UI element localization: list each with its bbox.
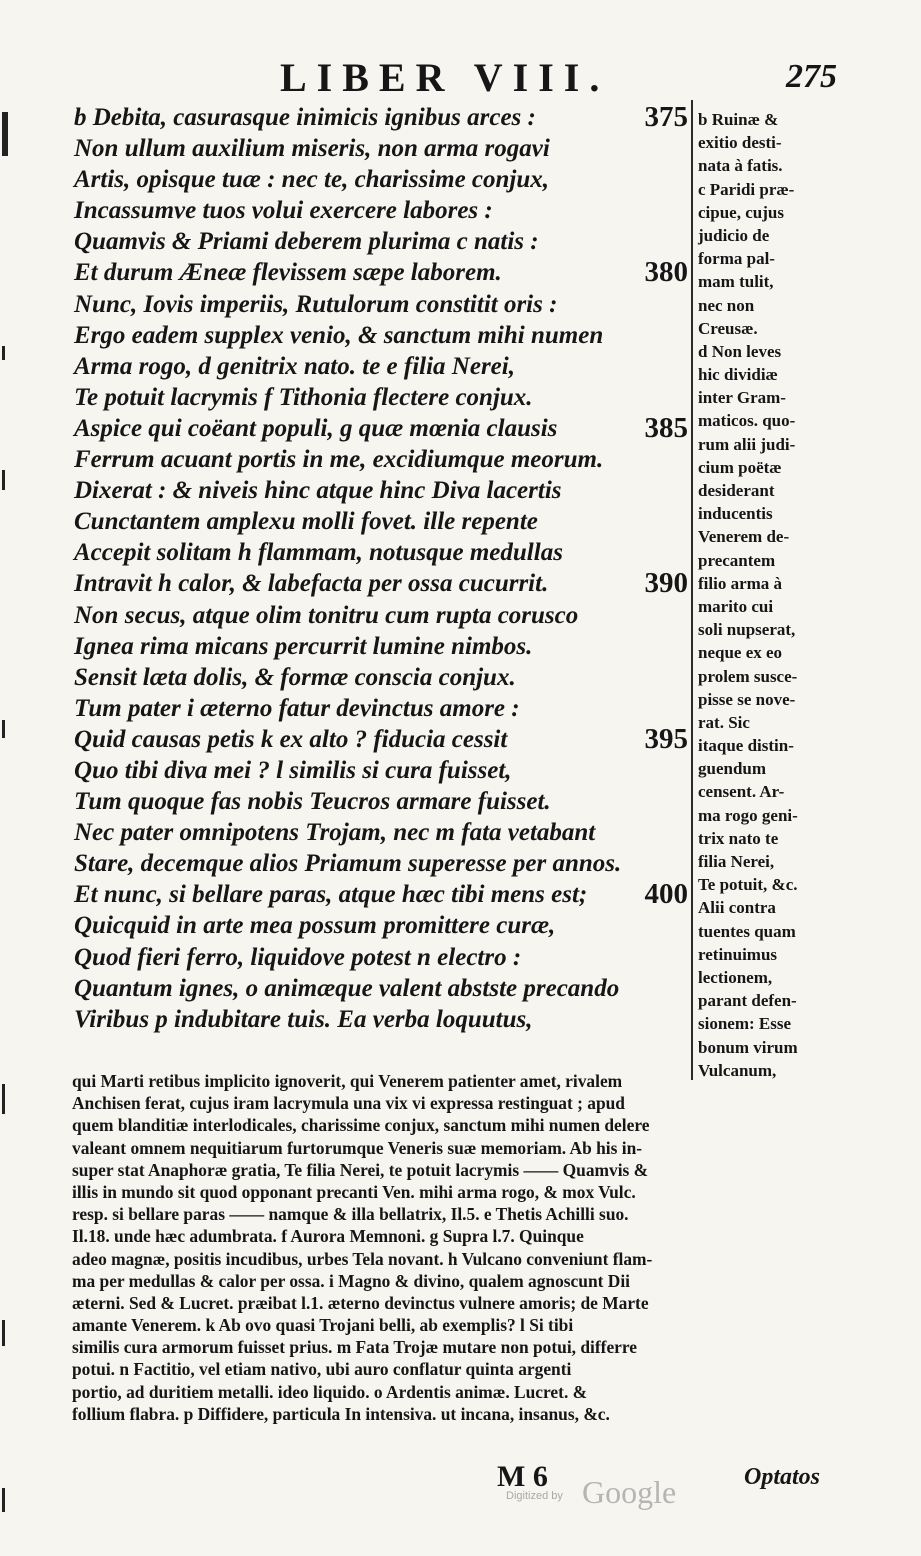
verse-line: [74, 195, 688, 226]
footnote-line: potui. n Factitio, vel etiam nativo, ubi auro conflatur quinta argenti: [72, 1359, 572, 1380]
verse-text: Viribus p indubitare tuis. Ea verba loquutus,: [74, 1005, 533, 1033]
line-number: 375: [644, 101, 688, 133]
gloss-line: guendum: [698, 759, 767, 779]
verse-column: [74, 102, 688, 1035]
gloss-line: maticos. quo-: [698, 411, 796, 431]
edge-mark: [2, 470, 5, 490]
verse-text: Ferrum acuant portis in me, excidiumque meorum.: [74, 446, 604, 474]
verse-line: [74, 879, 688, 910]
verse-text: Te potuit lacrymis f Tithonia flectere conjux.: [74, 383, 533, 411]
signature-mark: M 6: [497, 1460, 548, 1493]
gloss-line: inter Gram-: [698, 388, 786, 408]
gloss-line: b Ruinæ &: [698, 110, 779, 129]
gloss-line: hic dividiæ: [698, 365, 778, 385]
verse-line: [74, 631, 688, 662]
verse-text: Tum quoque fas nobis Teucros armare fuisset.: [74, 788, 551, 816]
verse-text: Accepit solitam h flammam, notusque medullas: [74, 539, 563, 567]
gloss-line: sionem: Esse: [698, 1014, 792, 1034]
gloss-line: d Non leves: [698, 341, 782, 361]
verse-line: [74, 600, 688, 631]
verse-text: Cunctantem amplexu molli fovet. ille repente: [74, 508, 538, 536]
gloss-line: rum alii judi-: [698, 434, 796, 454]
verse-line: [74, 973, 688, 1004]
gloss-line: forma pal-: [698, 249, 775, 269]
gloss-line: Venerem de-: [698, 527, 790, 547]
gloss-line: parant defen-: [698, 991, 797, 1011]
verse-line: [74, 320, 688, 351]
page-header: [0, 52, 921, 98]
footnote-line: portio, ad duritiem metalli. ideo liquido. o Ardentis animæ. Lucret. &: [72, 1381, 588, 1402]
verse-text: Quid causas petis k ex alto ? fiducia cessit: [74, 725, 508, 753]
verse-line: [74, 226, 688, 257]
verse-line: [74, 786, 688, 817]
verse-text: Sensit læta dolis, & formæ conscia conjux.: [74, 663, 516, 691]
gloss-line: censent. Ar-: [698, 782, 785, 802]
verse-line: [74, 351, 688, 382]
verse-text: Nec pater omnipotens Trojam, nec m fata vetabant: [74, 819, 596, 847]
verse-line: [74, 848, 688, 879]
catchword: Optatos: [744, 1464, 821, 1490]
verse-text: Non ullum auxilium miseris, non arma rogavi: [74, 135, 550, 163]
verse-line: [74, 475, 688, 506]
verse-text: Et durum Æneæ flevissem sæpe laborem.: [74, 259, 502, 287]
gloss-line: nec non: [698, 295, 755, 315]
verse-line: [74, 568, 688, 599]
gloss-line: itaque distin-: [698, 736, 794, 756]
footnote-line: quem blanditiæ interlodicales, charissime conjux, sanctum mihi numen delere: [72, 1115, 650, 1136]
edge-mark: [2, 346, 5, 360]
verse-text: Quod fieri ferro, liquidove potest n electro :: [74, 943, 522, 971]
gloss-line: soli nupserat,: [698, 620, 796, 640]
verse-text: Aspice qui coëant populi, g quæ mœnia clausis: [74, 414, 558, 442]
verse-line: [74, 506, 688, 537]
gloss-line: bonum virum: [698, 1037, 798, 1057]
column-rule: [691, 100, 693, 1080]
line-number: 395: [644, 722, 688, 755]
google-watermark: Google: [582, 1474, 677, 1510]
gloss-line: c Paridi præ-: [698, 179, 795, 199]
footnote-line: ma per medullas & calor per ossa. i Magno & divino, qualem agnoscunt Dii: [72, 1270, 630, 1291]
gloss-line: nata à fatis.: [698, 156, 783, 176]
gloss-line: cium poëtæ: [698, 457, 782, 477]
line-number: 390: [644, 567, 688, 600]
footnote-line: illis in mundo sit quod opponant precanti Ven. mihi arma rogo, & mox Vulc.: [72, 1181, 636, 1202]
verse-text: Ergo eadem supplex venio, & sanctum mihi numen: [74, 321, 604, 349]
verse-text: Nunc, Iovis imperiis, Rutulorum constitit oris :: [74, 290, 558, 318]
gloss-line: Te potuit, &c.: [698, 875, 798, 895]
verse-text: Tum pater i æterno fatur devinctus amore :: [74, 694, 520, 722]
verse-text: Quamvis & Priami deberem plurima c natis :: [74, 228, 539, 256]
verse-line: [74, 382, 688, 413]
gloss-line: judicio de: [698, 225, 770, 245]
gloss-line: Alii contra: [698, 898, 776, 918]
verse-text: Incassumve tuos volui exercere labores :: [74, 197, 493, 225]
verse-line: [74, 164, 688, 195]
running-title: LIBER VIII.: [280, 55, 610, 100]
verse-line: [74, 817, 688, 848]
gloss-line: lectionem,: [698, 967, 773, 987]
verse-line: [74, 102, 688, 133]
verse-text: Quo tibi diva mei ? l similis si cura fuisset,: [74, 756, 512, 784]
gloss-line: Creusæ.: [698, 318, 758, 338]
footnote-line: qui Marti retibus implicito ignoverit, qui Venerem patienter amet, rivalem: [72, 1071, 623, 1091]
edge-mark: [2, 720, 5, 738]
footnote-line: similis cura armorum fuisset prius. m Fata Trojæ mutare non potui, differre: [72, 1337, 637, 1358]
gloss-line: prolem susce-: [698, 666, 798, 686]
footnote-line: Il.18. unde hæc adumbrata. f Aurora Memnoni. g Supra l.7. Quinque: [72, 1226, 584, 1247]
gloss-line: neque ex eo: [698, 643, 783, 663]
verse-line: [74, 724, 688, 755]
edge-mark: [2, 1320, 5, 1346]
footnote-line: æterni. Sed & Lucret. præibat l.1. æterno devinctus vulnere amoris; de Marte: [72, 1292, 649, 1313]
margin-gloss-column: [698, 108, 844, 1082]
verse-line: [74, 289, 688, 320]
verse-line: [74, 537, 688, 568]
gloss-line: retinuimus: [698, 944, 778, 964]
footnote-line: follium flabra. p Diffidere, particula In intensiva. ut incana, insanus, &c.: [72, 1403, 610, 1424]
gloss-line: exitio desti-: [698, 133, 782, 153]
verse-line: [74, 133, 688, 164]
gloss-line: rat. Sic: [698, 712, 750, 732]
edge-mark: [2, 1488, 5, 1512]
gloss-line: inducentis: [698, 504, 773, 524]
line-number: 400: [644, 878, 688, 911]
gloss-line: pisse se nove-: [698, 689, 796, 709]
verse-line: [74, 910, 688, 941]
verse-line: [74, 1004, 688, 1035]
gloss-line: mam tulit,: [698, 272, 774, 292]
footnote-line: amante Venerem. k Ab ovo quasi Trojani belli, ab exemplis? l Si tibi: [72, 1315, 574, 1336]
verse-text: Quicquid in arte mea possum promittere curæ,: [74, 912, 556, 940]
footnote-line: Anchisen ferat, cujus iram lacrymula una vix vi expressa restinguat ; apud: [72, 1093, 625, 1114]
verse-text: Arma rogo, d genitrix nato. te e filia Nerei,: [74, 352, 515, 380]
gloss-line: filio arma à: [698, 573, 783, 593]
verse-text: Et nunc, si bellare paras, atque hæc tibi mens est;: [74, 881, 588, 909]
verse-line: [74, 942, 688, 973]
verse-text: b Debita, casurasque inimicis ignibus arces :: [74, 104, 536, 131]
gloss-line: cipue, cujus: [698, 202, 784, 222]
line-number: 380: [644, 256, 688, 289]
verse-text: Dixerat : & niveis hinc atque hinc Diva lacertis: [74, 477, 562, 505]
verse-text: Ignea rima micans percurrit lumine nimbos.: [74, 632, 533, 660]
gloss-line: trix nato te: [698, 828, 779, 848]
verse-text: Quantum ignes, o animæque valent abstste precando: [74, 974, 620, 1002]
verse-text: Artis, opisque tuæ : nec te, charissime conjux,: [74, 166, 550, 194]
gloss-line: ma rogo geni-: [698, 805, 798, 825]
verse-line: [74, 413, 688, 444]
verse-text: Stare, decemque alios Priamum superesse per annos.: [74, 850, 622, 878]
gloss-line: filia Nerei,: [698, 852, 775, 871]
footnote-line: valeant omnem nequitiarum furtorumque Veneris suæ memoriam. Ab his in-: [72, 1137, 643, 1158]
page-number: 275: [786, 58, 837, 95]
gloss-line: precantem: [698, 550, 776, 570]
verse-text: Non secus, atque olim tonitru cum rupta corusco: [74, 601, 579, 629]
footnote-line: super stat Anaphoræ gratia, Te filia Nerei, te potuit lacrymis —— Quamvis &: [72, 1159, 649, 1180]
line-number: 385: [644, 411, 688, 444]
footnotes: [72, 1070, 842, 1425]
gloss-line: marito cui: [698, 596, 774, 616]
page-footer: [0, 1460, 921, 1520]
verse-line: [74, 755, 688, 786]
footnote-line: resp. si bellare paras —— namque & illa bellatrix, Il.5. e Thetis Achilli suo.: [72, 1204, 629, 1225]
verse-text: Intravit h calor, & labefacta per ossa cucurrit.: [74, 570, 549, 598]
gloss-line: Vulcanum,: [698, 1060, 777, 1080]
verse-line: [74, 693, 688, 724]
gloss-line: desiderant: [698, 481, 775, 500]
digitized-by-label: Digitized by: [506, 1490, 563, 1502]
verse-line: [74, 444, 688, 475]
footnote-line: adeo magnæ, positis incudibus, urbes Tela novant. h Vulcano conveniunt flam-: [72, 1248, 653, 1269]
edge-mark: [2, 112, 8, 156]
verse-line: [74, 662, 688, 693]
verse-line: [74, 257, 688, 288]
edge-mark: [2, 1084, 5, 1114]
gloss-line: tuentes quam: [698, 921, 796, 941]
